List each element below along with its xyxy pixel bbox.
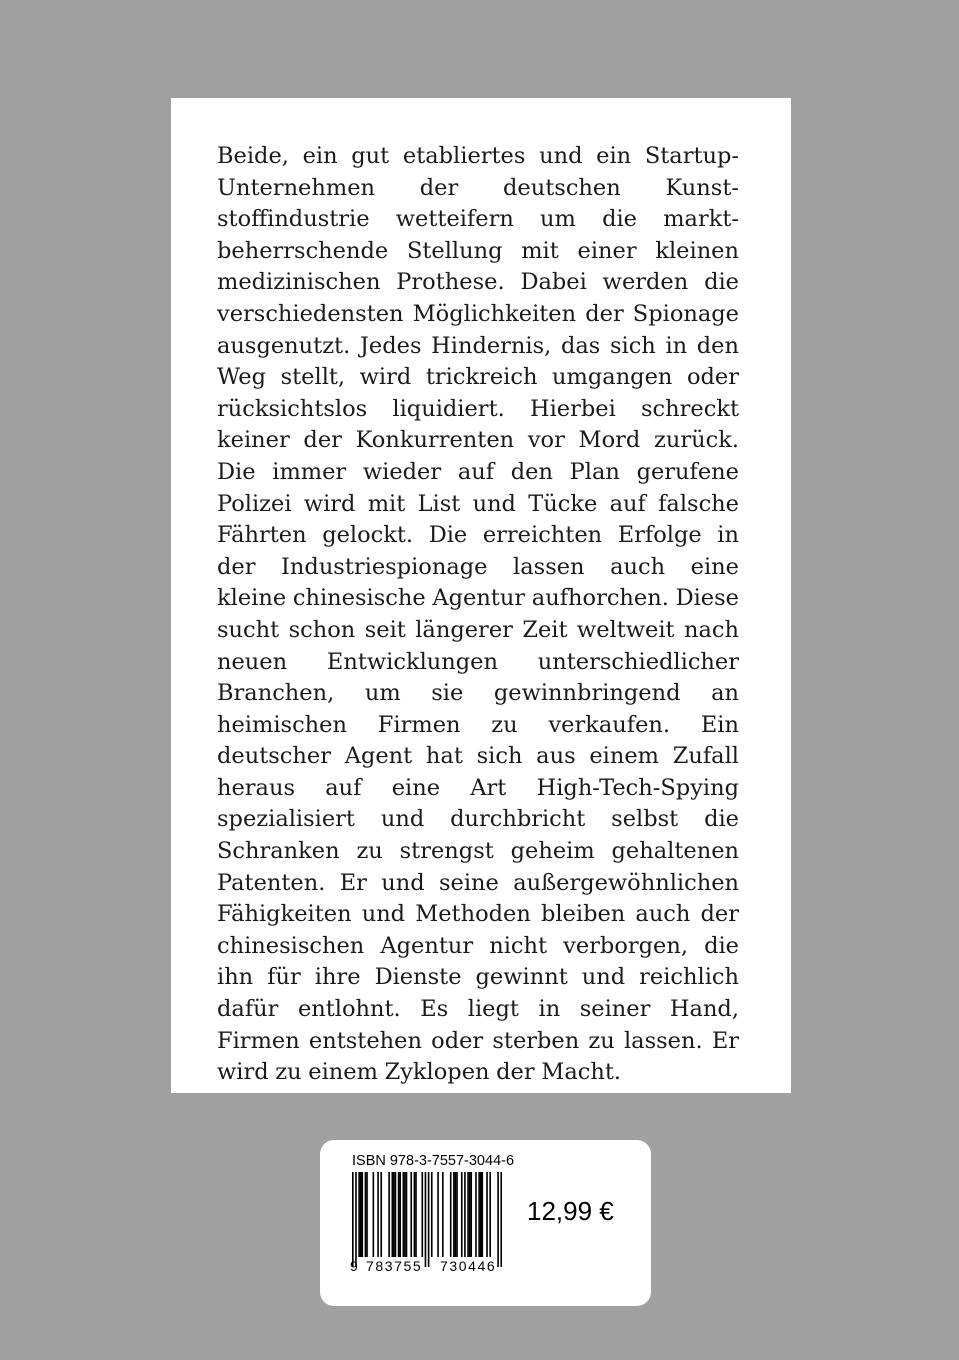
- barcode-digits-right: 730446: [440, 1258, 497, 1274]
- barcode-bar: [469, 1172, 471, 1257]
- barcode-bar: [478, 1172, 480, 1257]
- barcode-bar: [399, 1172, 401, 1257]
- barcode-digits: [350, 1258, 510, 1278]
- barcode-bar: [377, 1172, 379, 1257]
- barcode-bar: [453, 1172, 455, 1257]
- barcode-bar: [406, 1172, 408, 1257]
- barcode-bar: [455, 1172, 457, 1257]
- barcode-bar: [355, 1172, 357, 1267]
- barcode-bar: [391, 1172, 393, 1257]
- barcode-bar: [393, 1172, 395, 1257]
- barcode-bar: [470, 1172, 472, 1257]
- barcode-bar: [373, 1172, 375, 1257]
- barcode-bar: [360, 1172, 362, 1257]
- barcode-bar: [428, 1172, 430, 1267]
- barcode-bar: [489, 1172, 491, 1257]
- barcode-bar: [361, 1172, 363, 1257]
- barcode-bar: [475, 1172, 477, 1257]
- barcode-bar: [497, 1172, 499, 1267]
- barcode-bar: [456, 1172, 458, 1257]
- barcode-bar: [388, 1172, 390, 1257]
- barcode-bar: [481, 1172, 483, 1257]
- barcode-digits-left: 783755: [366, 1258, 423, 1274]
- barcode-bar: [486, 1172, 488, 1257]
- barcode-bar: [365, 1172, 367, 1257]
- barcode-bar: [395, 1172, 397, 1257]
- barcode-bar: [352, 1172, 354, 1267]
- barcode-image: [352, 1172, 502, 1267]
- barcode-bar: [358, 1172, 360, 1257]
- barcode-digit-lead: 9: [350, 1258, 358, 1274]
- barcode-bar: [380, 1172, 382, 1257]
- barcode-bar: [425, 1172, 427, 1267]
- barcode-bar: [404, 1172, 406, 1257]
- barcode-bar: [366, 1172, 368, 1257]
- barcode-bar: [464, 1172, 466, 1257]
- isbn-text: ISBN 978-3-7557-3044-6: [352, 1153, 515, 1169]
- barcode-bar: [410, 1172, 412, 1257]
- price: 12,99 €: [527, 1196, 614, 1226]
- barcode-bar: [421, 1172, 423, 1257]
- blurb-text: Beide, ein gut etabliertes und ein Startup-Unternehmen der deutschen Kunststoffindustrie wetteifern um die marktbeherrschende Stellung mit einer kleinen medizinischen Prothese. Dabei werden die verschiedensten Möglichkeiten der Spionage ausgenutzt. Jedes Hindernis, das sich in den Weg stellt, wird trickreich umgangen oder rücksichtslos liquidiert. Hierbei schreckt keiner der Konkurrenten vor Mord zurück. Die immer wieder auf den Plan gerufene Polizei wird mit List und Tücke auf falsche Fährten gelockt. Die erreichten Erfolge in der Industriespionage lassen auch eine kleine chinesische Agentur aufhorchen. Diese sucht schon seit längerer Zeit weltweit nach neuen Entwicklungen unterschiedlicher Branchen, um sie gewinnbringend an heimischen Firmen zu verkaufen. Ein deutscher Agent hat sich aus einem Zufall heraus auf eine Art High-Tech-Spying spezialisiert und durchbricht selbst die Schranken zu strengst geheim gehaltenen Patenten. Er und seine außergewöhnlichen Fähigkeiten und Methoden bleiben auch der chinesischen Agentur nicht verborgen, die ihn für ihre Dienste gewinnt und reichlich dafür entlohnt. Es liegt in seiner Hand, Firmen entstehen oder sterben zu lassen. Er wird zu einem Zyklopen der Macht.: [217, 143, 739, 1086]
- barcode-bar: [500, 1172, 502, 1267]
- barcode-bar: [403, 1172, 405, 1257]
- barcode-bar: [431, 1172, 433, 1257]
- barcode-bar: [415, 1172, 417, 1257]
- barcode-label: [320, 1140, 651, 1306]
- barcode-bar: [480, 1172, 482, 1257]
- barcode-bar: [437, 1172, 439, 1257]
- barcode-bar: [442, 1172, 444, 1257]
- barcode-bar: [461, 1172, 463, 1257]
- barcode-bar: [467, 1172, 469, 1257]
- barcode-bar: [450, 1172, 452, 1257]
- blurb-panel: [171, 98, 791, 1093]
- barcode-bar: [414, 1172, 416, 1257]
- barcode-bar: [398, 1172, 400, 1257]
